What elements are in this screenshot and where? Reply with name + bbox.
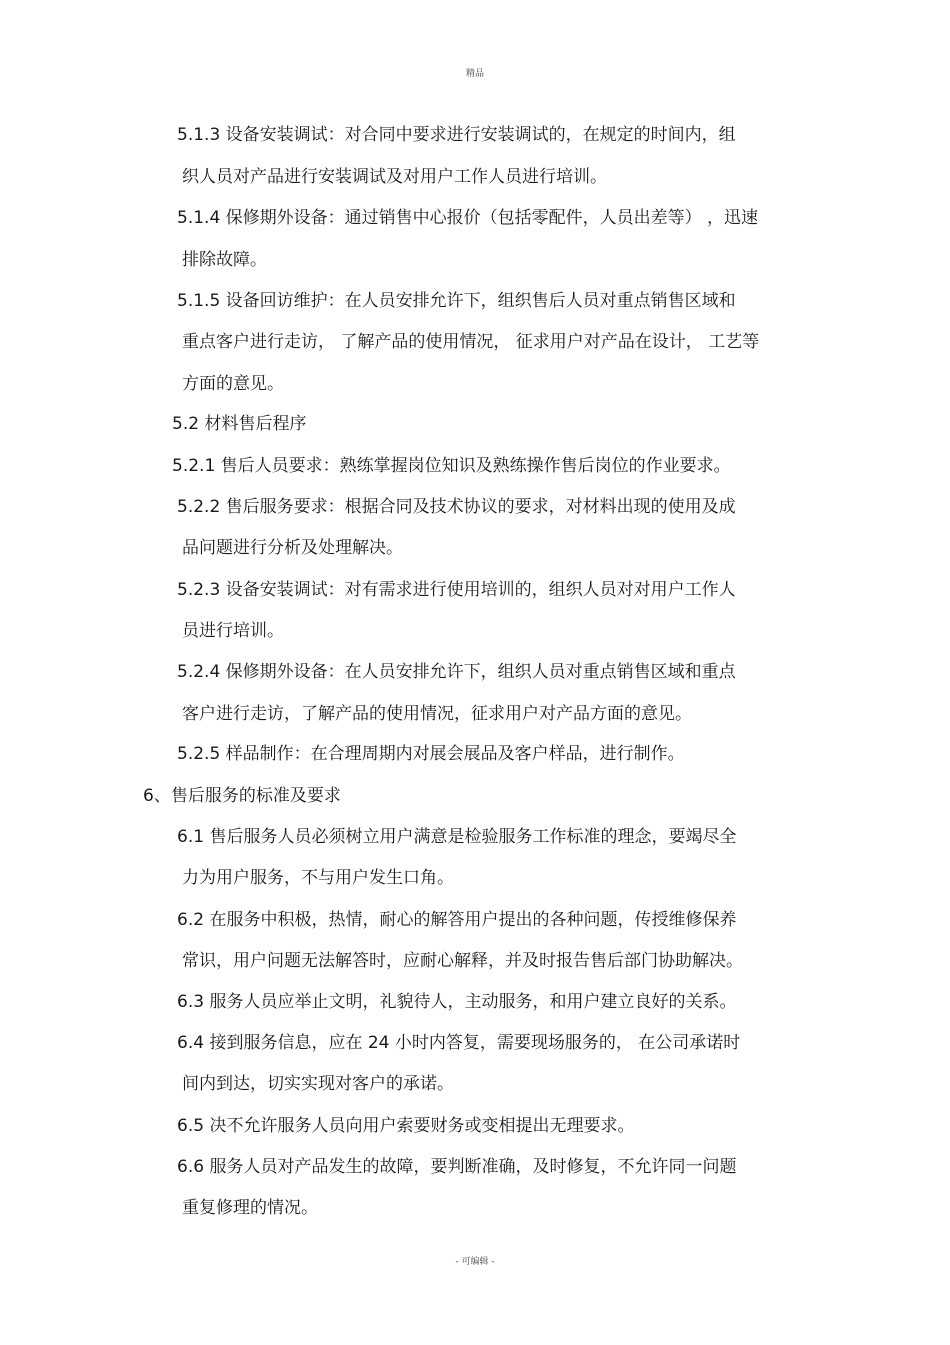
line-6-4: 6.4 接到服务信息，应在 24 小时内答复，需要现场服务的， 在公司承诺时 (177, 1033, 741, 1053)
line-5-1-5: 5.1.5 设备回访维护：在人员安排允许下，组织售后人员对重点销售区域和 (177, 291, 736, 311)
line-6-4-cont: 间内到达，切实实现对客户的承诺。 (182, 1074, 454, 1094)
line-5-1-3-cont: 织人员对产品进行安装调试及对用户工作人员进行培训。 (182, 167, 607, 187)
line-6-2: 6.2 在服务中积极，热情，耐心的解答用户提出的各种问题，传授维修保养 (177, 910, 737, 930)
line-5-1-3: 5.1.3 设备安装调试：对合同中要求进行安装调试的，在规定的时间内，组 (177, 125, 736, 145)
line-5-2-1: 5.2.1 售后人员要求：熟练掌握岗位知识及熟练操作售后岗位的作业要求。 (172, 456, 731, 476)
line-6-6-cont: 重复修理的情况。 (182, 1198, 318, 1218)
section-5-2-heading: 5.2 材料售后程序 (172, 414, 307, 434)
line-5-2-4-cont: 客户进行走访，了解产品的使用情况，征求用户对产品方面的意见。 (182, 704, 692, 724)
line-6-1: 6.1 售后服务人员必须树立用户满意是检验服务工作标准的理念，要竭尽全 (177, 827, 737, 847)
line-5-2-2-cont: 品问题进行分析及处理解决。 (182, 538, 403, 558)
line-5-2-3: 5.2.3 设备安装调试：对有需求进行使用培训的，组织人员对对用户工作人 (177, 580, 736, 600)
line-6-1-cont: 力为用户服务，不与用户发生口角。 (182, 868, 454, 888)
line-5-2-4: 5.2.4 保修期外设备：在人员安排允许下，组织人员对重点销售区域和重点 (177, 662, 736, 682)
header-mark: 精品 (465, 69, 484, 79)
footer-mark: - 可编辑 - (455, 1257, 495, 1267)
line-5-1-4-cont: 排除故障。 (182, 250, 267, 270)
line-6-2-cont: 常识，用户问题无法解答时，应耐心解释，并及时报告售后部门协助解决。 (182, 951, 743, 971)
line-6-3: 6.3 服务人员应举止文明，礼貌待人，主动服务，和用户建立良好的关系。 (177, 992, 737, 1012)
line-5-1-5-cont2: 方面的意见。 (182, 374, 284, 394)
line-5-1-4: 5.1.4 保修期外设备：通过销售中心报价（包括零配件，人员出差等） ，迅速 (177, 208, 759, 228)
section-6-heading: 6、售后服务的标准及要求 (143, 786, 341, 806)
line-5-1-5-cont: 重点客户进行走访， 了解产品的使用情况， 征求用户对产品在设计， 工艺等 (182, 332, 760, 352)
line-6-6: 6.6 服务人员对产品发生的故障，要判断准确，及时修复，不允许同一问题 (177, 1157, 737, 1177)
line-5-2-3-cont: 员进行培训。 (182, 621, 284, 641)
line-5-2-2: 5.2.2 售后服务要求：根据合同及技术协议的要求，对材料出现的使用及成 (177, 497, 736, 517)
line-6-5: 6.5 决不允许服务人员向用户索要财务或变相提出无理要求。 (177, 1116, 635, 1136)
line-5-2-5: 5.2.5 样品制作：在合理周期内对展会展品及客户样品，进行制作。 (177, 744, 685, 764)
